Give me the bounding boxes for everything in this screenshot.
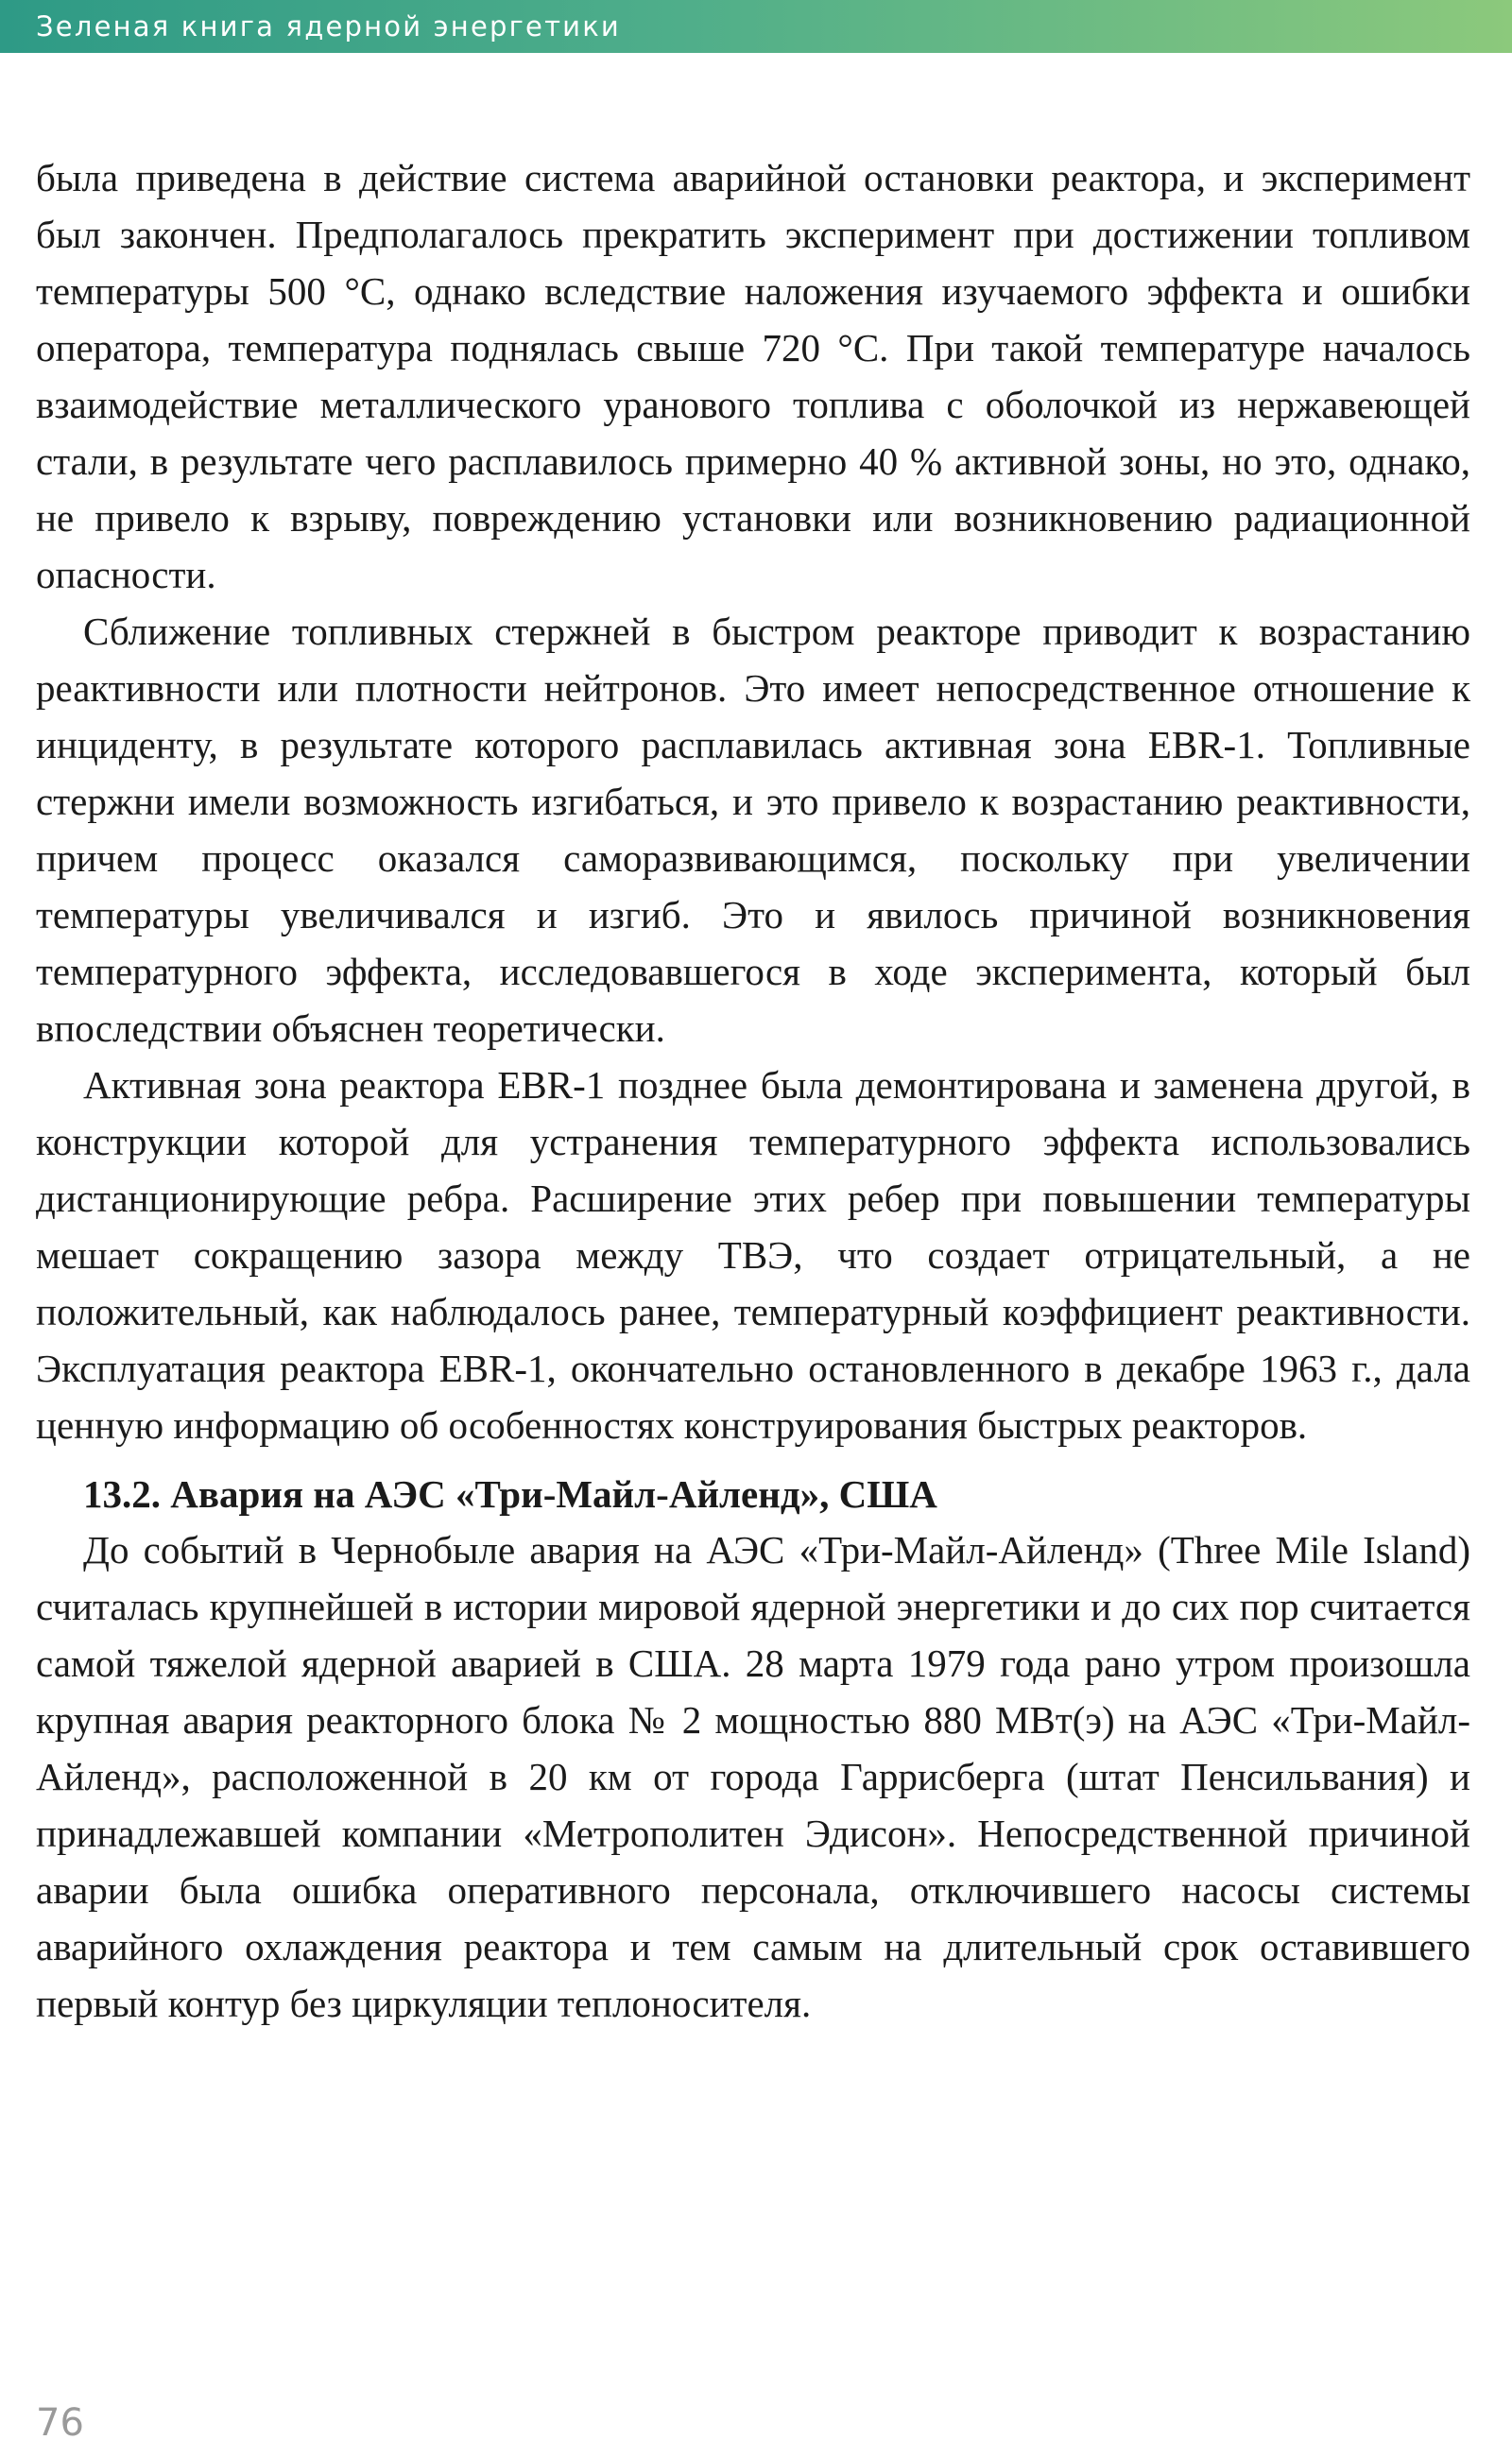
page-body [36, 149, 1470, 2032]
page-number: 76 [36, 2401, 84, 2445]
section-heading: 13.2. Авария на АЭС «Три-Майл-Айленд», США [83, 1472, 937, 1516]
running-header-title: Зеленая книга ядерной энергетики [36, 10, 621, 43]
paragraph-2: Сближение топливных стержней в быстром реакторе приводит к возрастанию реактивности или плотности нейтронов. Это имеет непосредственное отношение к инциденту, в результате которого расплавилась активная зона EBR-1. Топливные стержни имели возможность изгибаться, и это привело к возрастанию реактивности, причем процесс оказался саморазвивающимся, поскольку при увеличении температуры увеличивался и изгиб. Это и явилось причиной возникновения температурного эффекта, исследовавшегося в ходе эксперимента, который был впоследствии объяснен теоретически. [36, 610, 1470, 1050]
paragraph-1: была приведена в действие система аварийной остановки реактора, и эксперимент был закончен. Предполагалось прекратить эксперимент при достижении топливом температуры 500 °С, однако вследствие наложения изучаемого эффекта и ошибки оператора, температура поднялась свыше 720 °С. При такой температуре началось взаимодействие металлического уранового топлива с оболочкой из нержавеющей стали, в результате чего расплавилось примерно 40 % активной зоны, но это, однако, не привело к взрыву, повреждению установки или возникновению радиационной опасности. [36, 156, 1470, 596]
paragraph-3: Активная зона реактора EBR-1 позднее была демонтирована и заменена другой, в конструкции которой для устранения температурного эффекта использовались дистанционирующие ребра. Расширение этих ребер при повышении температуры мешает сокращению зазора между ТВЭ, что создает отрицательный, а не положительный, как наблюдалось ранее, температурный коэффициент реактивности. Эксплуатация реактора EBR-1, окончательно остановленного в декабре 1963 г., дала ценную информацию об особенностях конструирования быстрых реакторов. [36, 1063, 1470, 1447]
running-header-bar [0, 0, 1512, 53]
section-paragraph: До событий в Чернобыле авария на АЭС «Три-Майл-Айленд» (Three Mile Island) считалась крупнейшей в истории мировой ядерной энергетики и до сих пор считается самой тяжелой ядерной аварией в США. 28 марта 1979 года рано утром произошла крупная авария реакторного блока № 2 мощностью 880 МВт(э) на АЭС «Три-Майл-Айленд», расположенной в 20 км от города Гаррисберга (штат Пенсильвания) и принадлежавшей компании «Метрополитен Эдисон». Непосредственной причиной аварии была ошибка оперативного персонала, отключившего насосы системы аварийного охлаждения реактора и тем самым на длительный срок оставившего первый контур без циркуляции теплоносителя. [36, 1528, 1470, 2025]
